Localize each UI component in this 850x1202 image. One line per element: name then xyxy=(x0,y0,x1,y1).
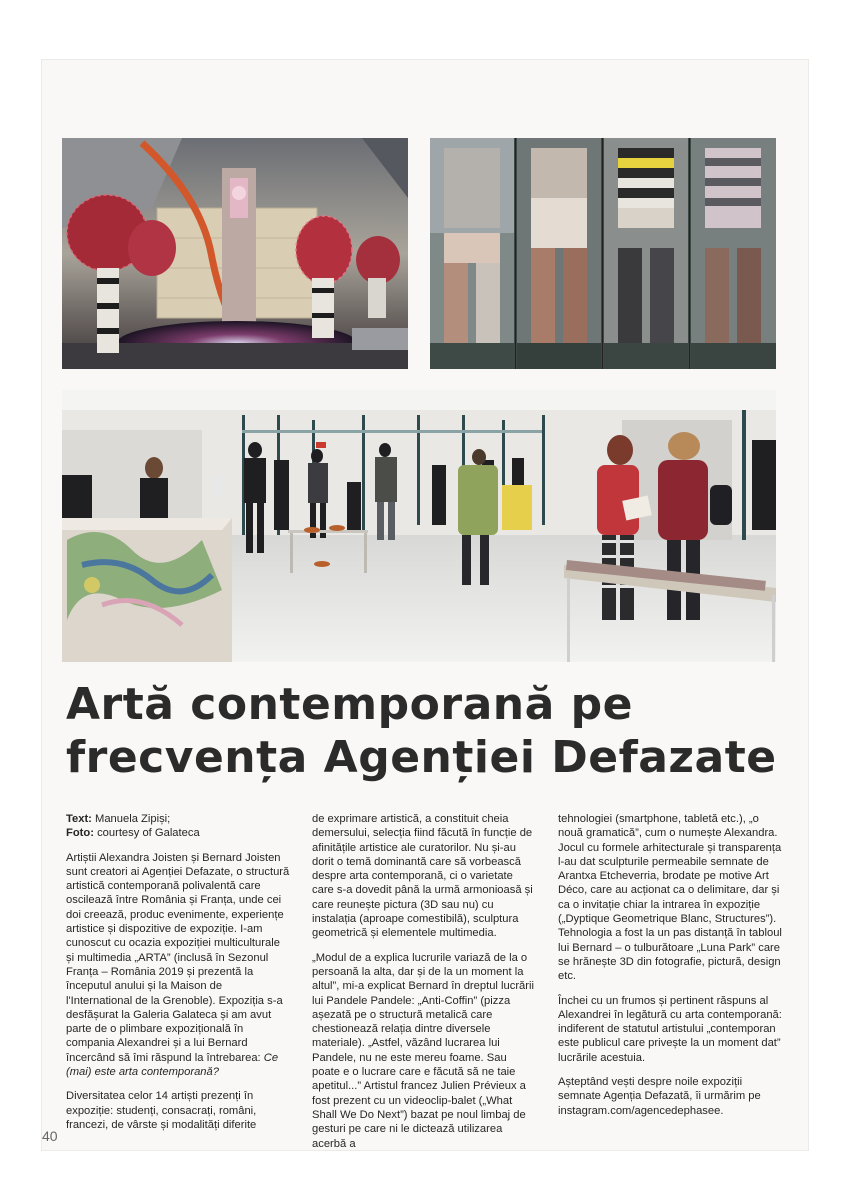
article-body xyxy=(66,812,782,1161)
page-number: 40 xyxy=(42,1128,58,1144)
paragraph-2: Diversitatea celor 14 artiști prezenți în expoziție: studenți, consacrați, români, francezi, de vârste și modalități diferite xyxy=(66,1090,257,1131)
paragraph-1-question: Ce (mai) este arta contemporană? xyxy=(66,1051,279,1079)
paragraph-7: Așteptând vești despre noile expoziții semnate Agenția Defazată, îi urmărim pe instagram.com/agencedephasee. xyxy=(558,1076,761,1117)
article-headline xyxy=(66,678,786,784)
paragraph-1-main: Artiștii Alexandra Joisten și Bernard Joisten sunt creatori ai Agenției Defazate, o structură artistică contemporană polivalentă care oscilează între România și Franța, unde cei doi creează, produc evenimente, experiențe artistice și dispozitive de expoziție. I-am cunoscut cu ocazia expoziției multiculturale și multimedia „ARTA” (inclusă în Sezonul Franța – România 2019 și prezentă la începutul anului și la Maison de l'International de la Grenoble). Expoziția s-a desfășurat la Galeria Galateca și am avut parte de o plimbare expozițională în compania Alexandrei și a lui Bernard încercând să îmi răspund la întrebarea: xyxy=(66,851,290,1064)
credits xyxy=(66,812,290,841)
photo-credit-author: courtesy of Galateca xyxy=(97,827,200,840)
paragraph-6: Închei cu un frumos și pertinent răspuns al Alexandrei în legătură cu arta contemporană: indiferent de statutul artistului „contemporan este publicul care privește la un moment dat” lucrările acestuia. xyxy=(558,994,782,1064)
headline-line-2: frecvența Agenției Defazate xyxy=(66,732,777,783)
paragraph-4: „Modul de a explica lucrurile variază de la o persoană la alta, dar și de la un moment la altul”, mi-a explicat Bernard în dreptul lucrării lui Pandele Pandele: „Anti-Coffin” (pizza așezată pe o structură metalică care chestionează relația dintre diversele materiale). „Astfel, văzând lucrarea lui Pandele, nu ne este mereu foame. Sau poate e o lucrare care e făcută să ne taie apetitul...” Artistul francez Julien Prévieux a fost prezent cu un videoclip-balet („What Shall We Do Next”) bazat pe noul limbaj de gesturi pe care ni le dictează utilizarea acerbă a xyxy=(312,951,534,1150)
column-3 xyxy=(558,812,782,1161)
gallery-interior-photo xyxy=(62,390,776,662)
headline-line-1: Artă contemporană pe xyxy=(66,679,633,730)
paragraph-3: de exprimare artistică, a constituit cheia demersului, selecția fiind făcută în funcție de afinitățile artistice ale curatorilor. Nu și-au dorit o temă dominantă care să vorbească despre arta contemporană, ci o varietate care s-a dovedit până la urmă armonioasă și care reunește pictura (3D sau nu) cu instalația (aproape comestibilă), sculptura geometrică și elementele multimedia. xyxy=(312,813,533,940)
paragraph-1 xyxy=(66,851,290,1080)
installation-photo xyxy=(62,138,408,369)
column-1 xyxy=(66,812,290,1161)
column-2 xyxy=(312,812,536,1161)
text-credit-author: Manuela Zipiși; xyxy=(95,813,171,825)
magazine-page xyxy=(42,60,808,1150)
figures-photo xyxy=(430,138,776,369)
text-credit-label: Text: xyxy=(66,813,92,825)
photo-credit-label: Foto: xyxy=(66,827,94,840)
paragraph-5: tehnologiei (smartphone, tabletă etc.), „o nouă gramatică”, cum o numește Alexandra. Jocul cu formele arhitecturale și transparența l-au dat sculpturile permeabile semnate de Arantxa Etcheverria, brodate pe motive Art Déco, care au acționat ca o delimitare, dar și ca o invitație chiar la intrarea în expoziție („Dyptique Geometrique Blanc, Structures”). Tehnologia a fost la un pas distanță în tabloul lui Bernard – o tulburătoare „Luna Park” care se hrănește 3D din fotografie, pictură, design etc. xyxy=(558,813,782,983)
